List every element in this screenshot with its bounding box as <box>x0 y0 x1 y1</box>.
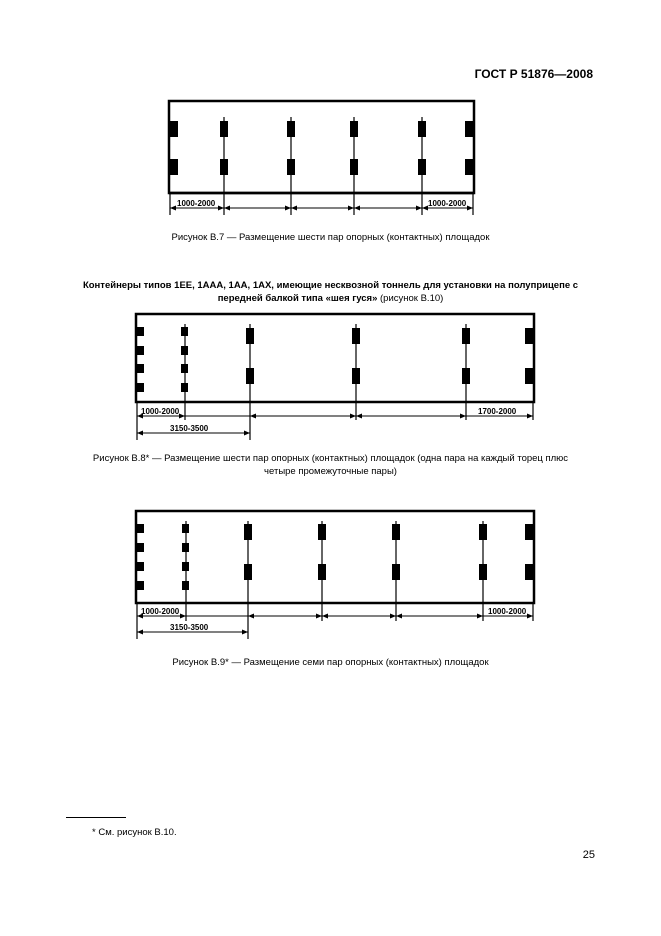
footnote-divider <box>66 817 126 818</box>
page-number: 25 <box>582 849 595 861</box>
extension-lines <box>137 521 533 639</box>
figure-b9-caption: Рисунок В.9* — Размещение семи пар опорных (контактных) площадок <box>172 657 489 668</box>
section-heading-ref: (рисунок В.10) <box>377 293 444 304</box>
dim-left-label: 1000-2000 <box>141 607 180 616</box>
figure-b7-caption: Рисунок В.7 — Размещение шести пар опорных (контактных) площадок <box>171 232 490 243</box>
figure-b8-diagram <box>0 308 661 443</box>
figure-b7-diagram <box>0 95 661 220</box>
dim-left-label: 1000-2000 <box>177 199 216 208</box>
support-pads <box>170 121 473 175</box>
dim-left-label: 1000-2000 <box>141 407 180 416</box>
container-outline <box>136 511 534 603</box>
figure-b8-caption: Рисунок В.8* — Размещение шести пар опорных (контактных) площадок (одна пара на каждый торец плюс четыре промежуточные пары) <box>92 453 569 477</box>
footnote: * См. рисунок В.10. <box>92 827 177 838</box>
container-outline <box>136 314 534 402</box>
dim-gooseneck-label: 3150-3500 <box>170 424 209 433</box>
extension-lines <box>137 324 533 440</box>
standard-header: ГОСТ Р 51876—2008 <box>474 67 593 81</box>
dim-right-label: 1000-2000 <box>428 199 467 208</box>
container-outline <box>169 101 474 193</box>
dim-gooseneck-label: 3150-3500 <box>170 623 209 632</box>
section-heading-bold: Контейнеры типов 1ЕЕ, 1ААА, 1АА, 1АХ, имеющие несквозной тоннель для установки на полуприцепе с передней балкой типа «шея гуся» <box>82 280 579 304</box>
dim-right-label: 1700-2000 <box>478 407 517 416</box>
figure-b9-diagram <box>0 505 661 640</box>
support-pads <box>137 524 533 590</box>
section-heading <box>60 279 601 305</box>
support-pads <box>137 327 533 392</box>
dim-right-label: 1000-2000 <box>488 607 527 616</box>
